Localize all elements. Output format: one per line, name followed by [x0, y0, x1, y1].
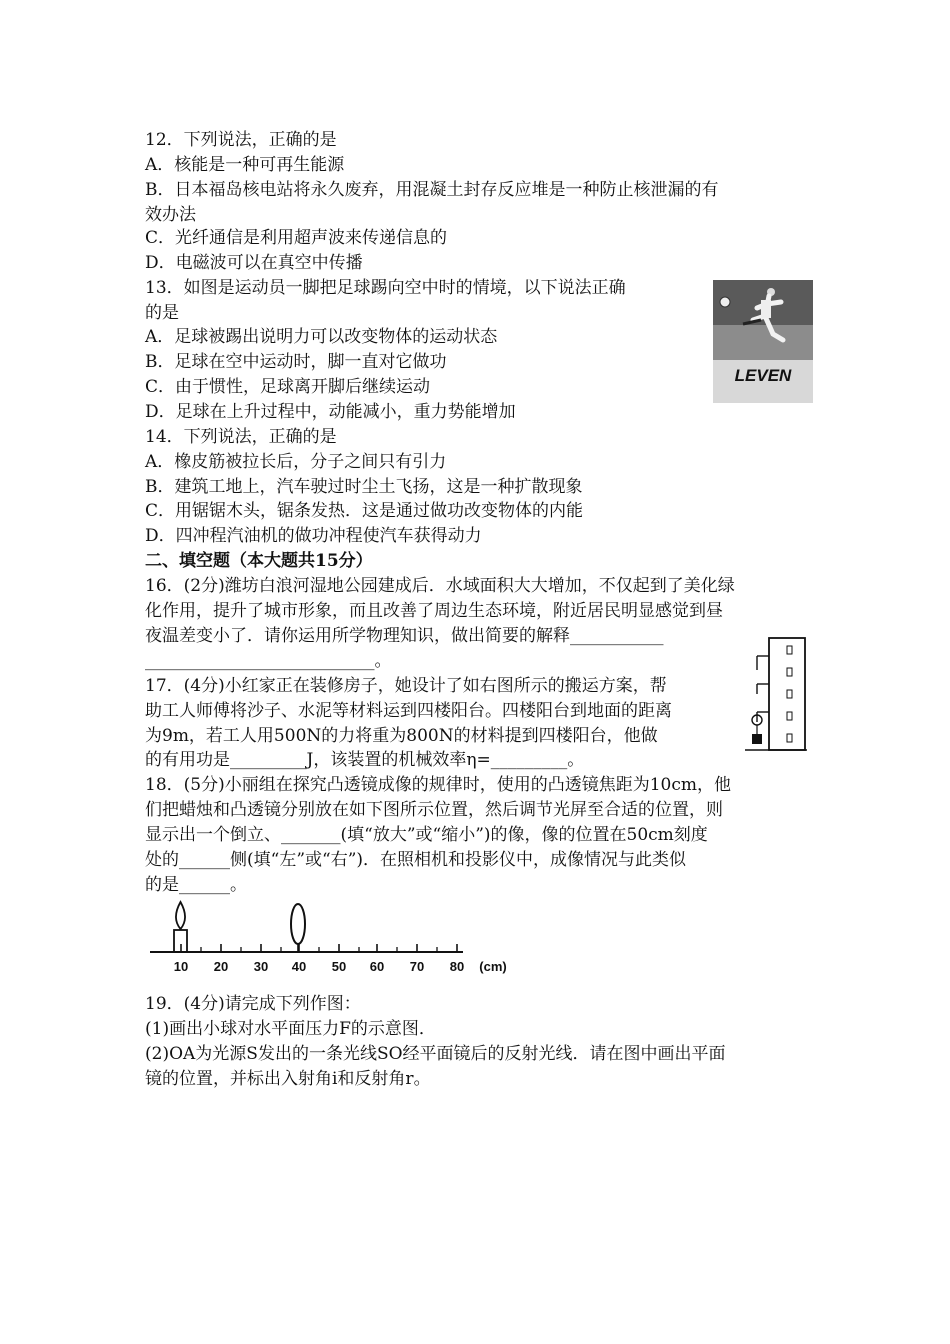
convex-lens-icon: [291, 904, 305, 944]
q12-option-c: C．光纤通信是利用超声波来传递信息的: [145, 228, 448, 248]
ruler-tick-label: 10: [173, 959, 189, 974]
q19-line2: (1)画出小球对水平面压力F的示意图．: [145, 1019, 436, 1039]
q13-stem-line1: 13．如图是运动员一脚把足球踢向空中时的情境，以下说法正确: [145, 278, 626, 298]
q19-line1: 19．(4分)请完成下列作图：: [145, 994, 361, 1014]
q13-option-d: D．足球在上升过程中，动能减小，重力势能增加: [145, 402, 516, 422]
q14-option-c: C．用锯锯木头，锯条发热．这是通过做功改变物体的内能: [145, 501, 584, 521]
q13-option-b: B．足球在空中运动时，脚一直对它做功: [145, 352, 447, 372]
q18-line1: 18．(5分)小丽组在探究凸透镜成像的规律时，使用的凸透镜焦距为10cm，他: [145, 775, 731, 795]
q16-line3: 夜温差变小了．请你运用所学物理知识，做出简要的解释___________: [145, 626, 664, 646]
football-photo: [713, 280, 813, 403]
q17-line3: 为9m，若工人用500N的力将重为800N的材料提到四楼阳台，他做: [145, 726, 658, 746]
ruler-tick-label: 30: [253, 959, 269, 974]
section-heading: 二、填空题（本大题共15分）: [145, 551, 373, 571]
ruler-unit-label: (cm): [479, 959, 507, 974]
q16-line4: ___________________________。: [145, 651, 392, 671]
q12-stem: 12．下列说法，正确的是: [145, 130, 337, 150]
q19-line4: 镜的位置，并标出入射角i和反射角r。: [145, 1069, 431, 1089]
q12-option-b-line1: B．日本福岛核电站将永久废弃，用混凝土封存反应堆是一种防止核泄漏的有: [145, 180, 719, 200]
ruler-ticks: [181, 944, 457, 952]
ruler-tick-label: 40: [291, 959, 307, 974]
ruler-tick-label: 80: [449, 959, 465, 974]
ruler-tick-label: 60: [369, 959, 385, 974]
q19-line3: (2)OA为光源S发出的一条光线SO经平面镜后的反射光线．请在图中画出平面: [145, 1044, 726, 1064]
q17-line1: 17．(4分)小红家正在装修房子，她设计了如右图所示的搬运方案，帮: [145, 676, 667, 696]
optical-bench-ruler: [145, 896, 515, 976]
q16-line2: 化作用，提升了城市形象，而且改善了周边生态环境，附近居民明显感觉到昼: [145, 601, 723, 621]
q18-line3: 显示出一个倒立、_______(填“放大”或“缩小”)的像，像的位置在50cm刻度: [145, 825, 708, 845]
ruler-tick-label: 20: [213, 959, 229, 974]
q14-stem: 14．下列说法，正确的是: [145, 427, 337, 447]
pulley-building-diagram: [745, 636, 807, 754]
q17-line4: 的有用功是_________J，该装置的机械效率η=_________。: [145, 750, 585, 770]
q16-line1: 16．(2分)潍坊白浪河湿地公园建成后．水域面积大大增加，不仅起到了美化绿: [145, 576, 735, 596]
q13-stem-line2: 的是: [145, 303, 179, 323]
q13-option-a: A．足球被踢出说明力可以改变物体的运动状态: [145, 327, 498, 347]
q12-option-d: D．电磁波可以在真空中传播: [145, 253, 363, 273]
photo-logo-text: LEVEN: [734, 366, 792, 385]
q18-line2: 们把蜡烛和凸透镜分别放在如下图所示位置，然后调节光屏至合适的位置，则: [145, 800, 723, 820]
q14-option-d: D．四冲程汽油机的做功冲程使汽车获得动力: [145, 526, 482, 546]
q14-option-b: B．建筑工地上，汽车驶过时尘土飞扬，这是一种扩散现象: [145, 477, 583, 497]
q14-option-a: A．橡皮筋被拉长后，分子之间只有引力: [145, 452, 447, 472]
q12-option-a: A．核能是一种可再生能源: [145, 155, 345, 175]
q18-line4: 处的______侧(填“左”或“右”)．在照相机和投影仪中，成像情况与此类似: [145, 850, 687, 870]
ball-icon: [720, 297, 730, 307]
ruler-tick-label: 50: [331, 959, 347, 974]
ruler-tick-label: 70: [409, 959, 425, 974]
q13-option-c: C．由于惯性，足球离开脚后继续运动: [145, 377, 431, 397]
q17-line2: 助工人师傅将沙子、水泥等材料运到四楼阳台。四楼阳台到地面的距离: [145, 701, 672, 721]
q18-line5: 的是______。: [145, 875, 247, 895]
q12-option-b-line2: 效办法: [145, 205, 196, 225]
